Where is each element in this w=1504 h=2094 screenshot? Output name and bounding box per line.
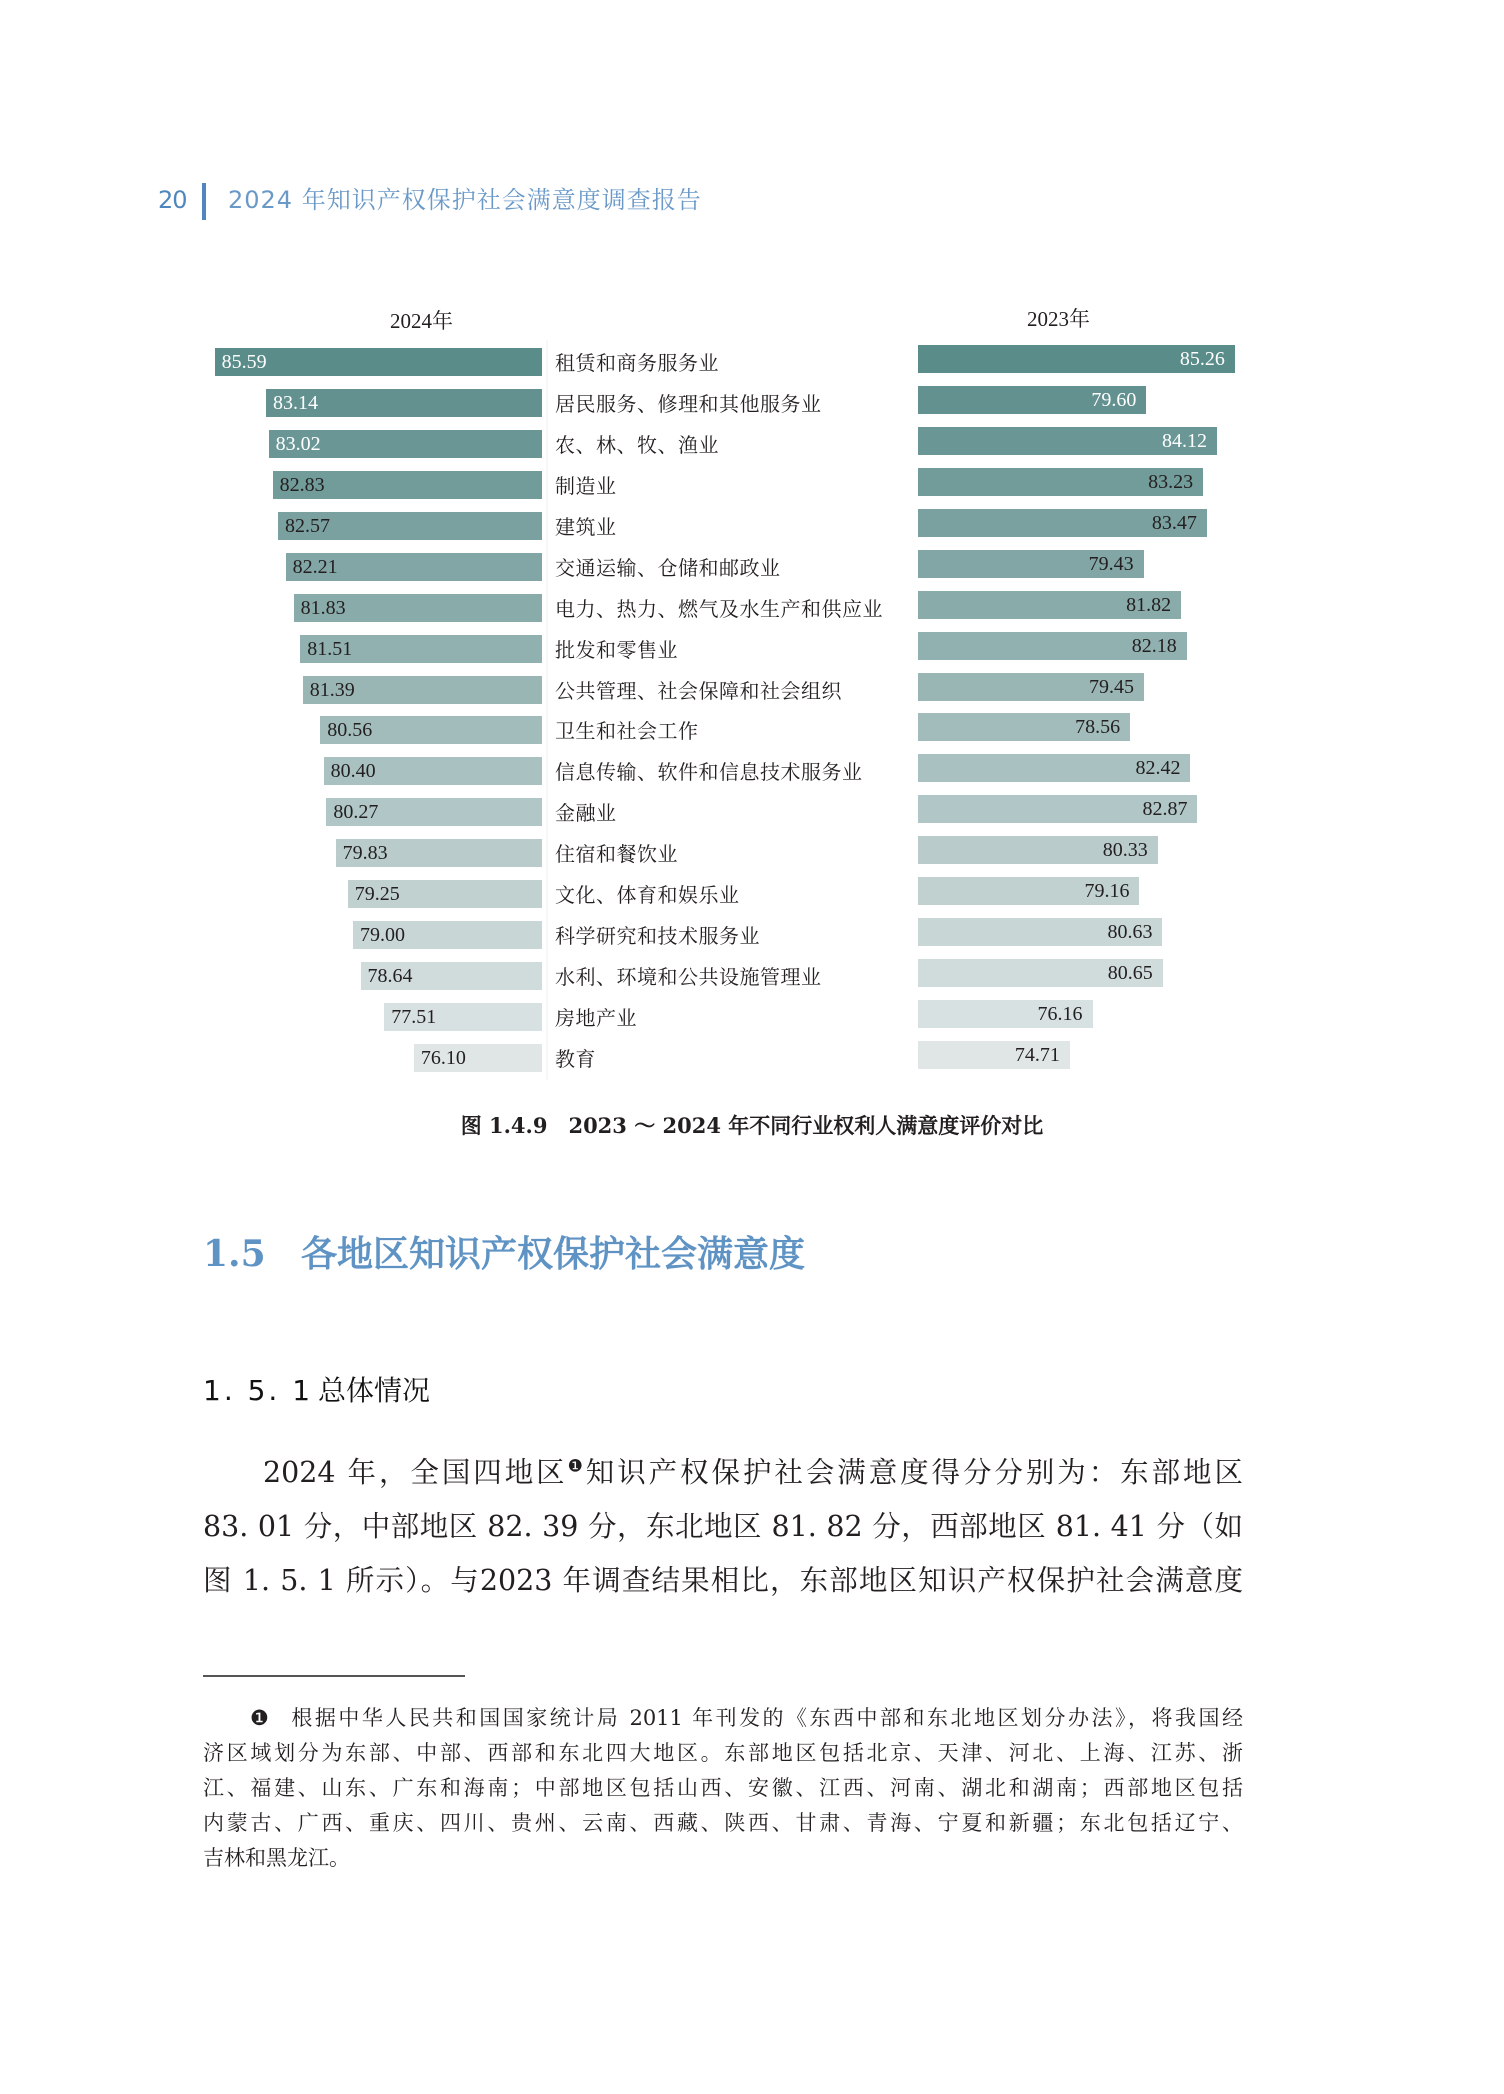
- bar-2024: 82.57: [278, 512, 542, 540]
- footnote-text: 根据中华人民共和国国家统计局 2011 年刊发的《东西中部和东北地区划分办法》，将我国经: [291, 1706, 1243, 1730]
- bar-2023: 82.87: [918, 795, 1197, 823]
- body-line-1: [263, 1453, 1243, 1493]
- section-heading: [203, 1228, 805, 1280]
- bar-2023: 80.65: [918, 959, 1163, 987]
- footnote-rule: [203, 1675, 465, 1677]
- series-title-2024: 2024年: [390, 309, 453, 333]
- bar-2024: 76.10: [414, 1044, 542, 1072]
- bar-2023: 82.42: [918, 754, 1190, 782]
- bar-2023: 82.18: [918, 632, 1187, 660]
- footnote-line-1: [250, 1703, 1243, 1733]
- footnote-line-3: 江、福建、山东、广东和海南；中部地区包括山西、安徽、江西、河南、湖北和湖南；西部地区包括: [203, 1776, 1243, 1800]
- bar-2024: 81.83: [294, 594, 542, 622]
- bar-2024: 79.00: [353, 921, 542, 949]
- bar-2023: 79.45: [918, 673, 1144, 701]
- category-label: 科学研究和技术服务业: [555, 924, 760, 949]
- bar-2023: 84.12: [918, 427, 1217, 455]
- category-label: 住宿和餐饮业: [555, 842, 678, 867]
- series-title-2023: 2023年: [1027, 307, 1090, 331]
- body-text: 2024 年，全国四地区: [263, 1456, 568, 1489]
- bar-2023: 83.23: [918, 468, 1203, 496]
- bar-2023: 85.26: [918, 345, 1235, 373]
- category-label: 信息传输、软件和信息技术服务业: [555, 760, 863, 785]
- bar-2024: 80.56: [320, 716, 542, 744]
- section-title: 各地区知识产权保护社会满意度: [301, 1233, 806, 1275]
- category-label: 卫生和社会工作: [555, 719, 699, 744]
- body-line-3: 图 1. 5. 1 所示）。与2023 年调查结果相比，东部地区知识产权保护社会满意度: [203, 1564, 1243, 1597]
- bar-2023: 79.16: [918, 877, 1139, 905]
- footnote-marker: ❶: [250, 1706, 272, 1730]
- category-label: 公共管理、社会保障和社会组织: [555, 678, 842, 703]
- category-label: 文化、体育和娱乐业: [555, 883, 740, 908]
- body-text: 知识产权保护社会满意度得分分别为：东部地区: [585, 1456, 1243, 1489]
- bar-2024: 80.40: [324, 757, 542, 785]
- bar-2024: 77.51: [384, 1003, 542, 1031]
- category-label: 教育: [555, 1046, 596, 1071]
- category-label: 制造业: [555, 473, 617, 498]
- bar-2024: 79.25: [348, 880, 542, 908]
- category-label: 居民服务、修理和其他服务业: [555, 391, 822, 416]
- category-label: 租赁和商务服务业: [555, 351, 719, 375]
- category-label: 电力、热力、燃气及水生产和供应业: [555, 596, 883, 621]
- bar-2024: 81.51: [300, 635, 542, 663]
- footnote-line-5: 吉林和黑龙江。: [203, 1846, 350, 1870]
- bar-2023: 78.56: [918, 713, 1130, 741]
- bar-2023: 80.63: [918, 918, 1162, 946]
- category-label: 农、林、牧、渔业: [555, 432, 719, 457]
- category-label: 房地产业: [555, 1006, 637, 1031]
- category-label: 建筑业: [555, 514, 617, 539]
- report-title: 2024 年知识产权保护社会满意度调查报告: [228, 186, 702, 214]
- header-divider: [202, 183, 206, 220]
- footnote-reference[interactable]: ❶: [567, 1456, 586, 1477]
- bar-2024: 80.27: [326, 798, 542, 826]
- chart-center-divider: [546, 340, 548, 1080]
- body-line-2: 83. 01 分，中部地区 82. 39 分，东北地区 81. 82 分，西部地区 81. 41 分（如: [203, 1510, 1243, 1543]
- bar-2023: 79.60: [918, 386, 1146, 414]
- subsection-heading: [203, 1370, 430, 1412]
- bar-2024: 82.83: [273, 471, 542, 499]
- bar-2024: 79.83: [336, 839, 542, 867]
- bar-2024: 83.14: [266, 389, 542, 417]
- category-label: 交通运输、仓储和邮政业: [555, 555, 781, 580]
- section-number: 1.5: [203, 1233, 266, 1275]
- bar-2024: 82.21: [286, 553, 542, 581]
- category-label: 批发和零售业: [555, 637, 678, 662]
- figure-caption: 图 1.4.9 2023 ～ 2024 年不同行业权利人满意度评价对比: [460, 1113, 1044, 1138]
- bar-2024: 78.64: [361, 962, 542, 990]
- footnote-line-4: 内蒙古、广西、重庆、四川、贵州、云南、西藏、陕西、甘肃、青海、宁夏和新疆；东北包括辽宁、: [203, 1811, 1243, 1835]
- subsection-title: 总体情况: [318, 1374, 431, 1407]
- subsection-number: 1. 5. 1: [203, 1374, 314, 1407]
- footnote-line-2: 济区域划分为东部、中部、西部和东北四大地区。东部地区包括北京、天津、河北、上海、江苏、浙: [203, 1741, 1243, 1765]
- category-label: 水利、环境和公共设施管理业: [555, 965, 822, 990]
- bar-2023: 76.16: [918, 1000, 1093, 1028]
- category-label: 金融业: [555, 801, 617, 826]
- bar-2024: 83.02: [269, 430, 542, 458]
- bar-2023: 79.43: [918, 550, 1144, 578]
- bar-2023: 81.82: [918, 591, 1181, 619]
- bar-2024: 85.59: [215, 348, 542, 376]
- page-number: 20: [158, 186, 187, 214]
- bar-2023: 83.47: [918, 509, 1207, 537]
- bar-2023: 74.71: [918, 1041, 1070, 1069]
- bar-2023: 80.33: [918, 836, 1158, 864]
- bar-2024: 81.39: [303, 676, 542, 704]
